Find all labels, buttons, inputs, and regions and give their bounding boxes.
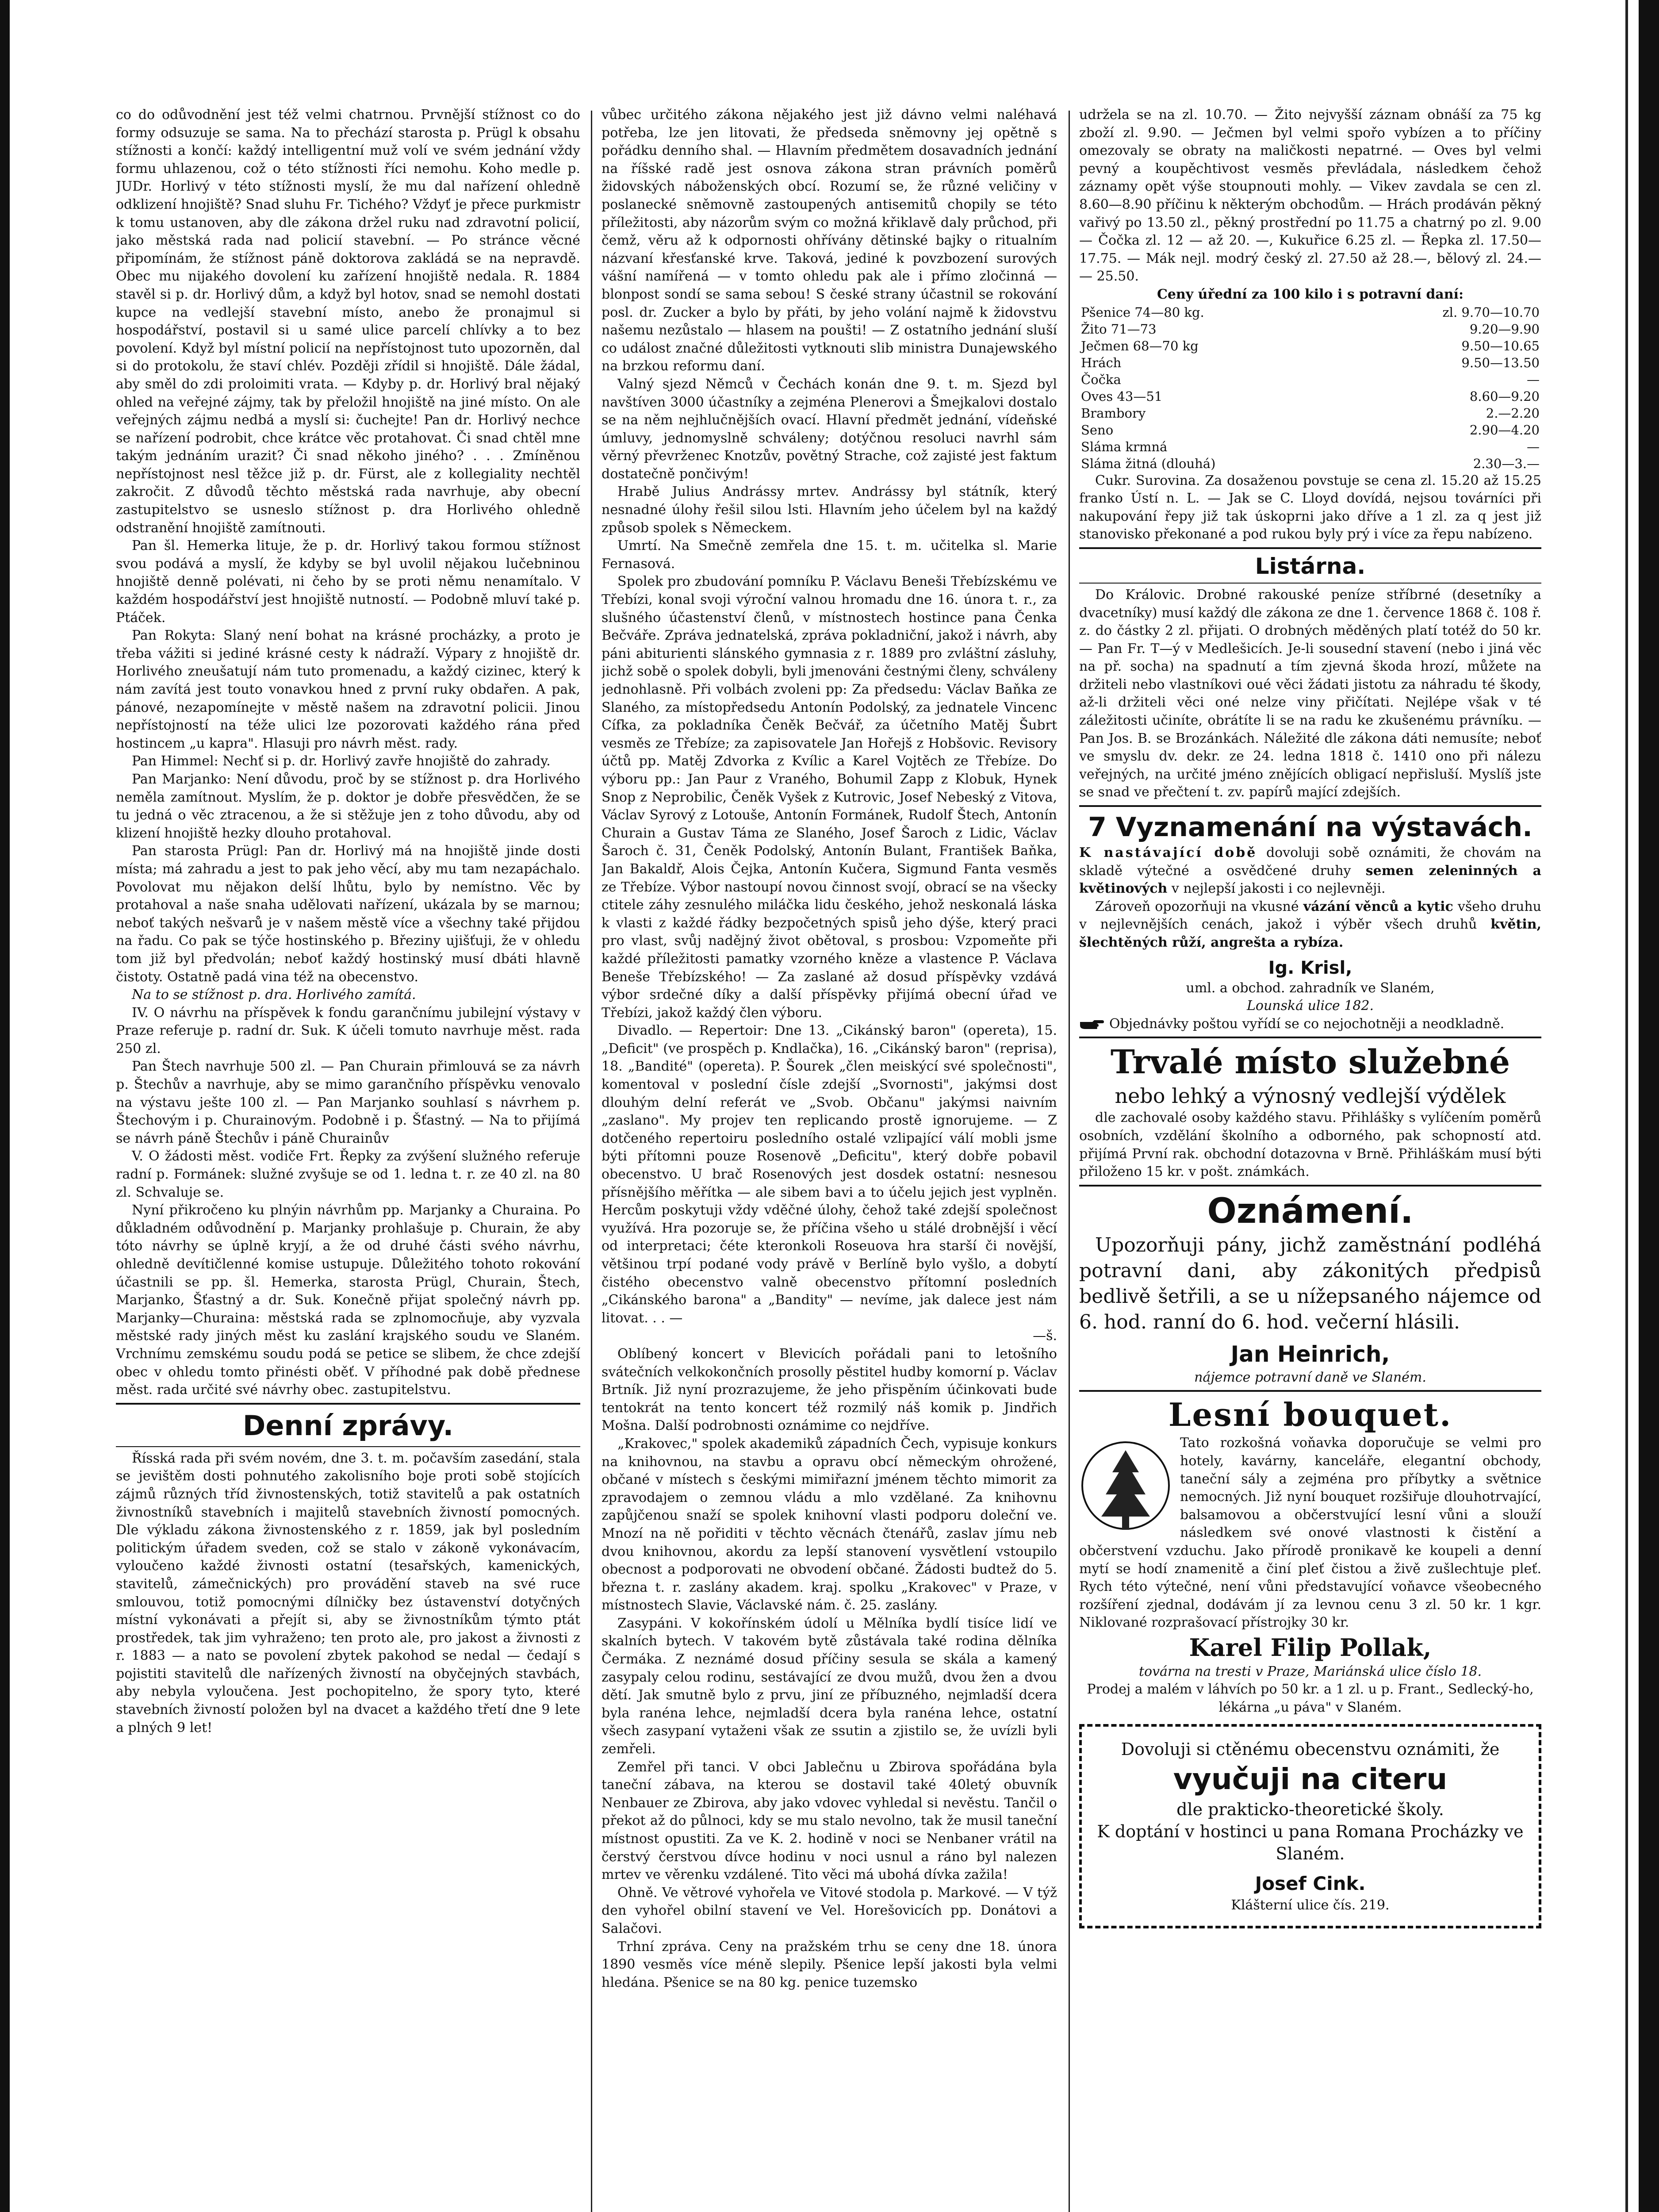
price-value: 9.20—9.90 [1469,321,1540,337]
ad-heading: Oznámení. [1207,1191,1414,1231]
advertisement-lesni-bouquet [1079,1395,1541,1717]
ad-text: Dovoluji si ctěnému obecenstvu oznámiti, že [1121,1739,1500,1759]
ad-advertiser-name: Karel Filip Pollak, [1189,1633,1432,1662]
ad-advertiser-name: Ig. Krisl, [1268,957,1352,978]
paragraph: Na to se stížnost p. dra. Horlivého zamítá. [132,987,416,1003]
price-commodity: Oves 43—51 [1081,388,1163,404]
paragraph: Pan Marjanko: Není důvodu, proč by se stížnost p. dra Horlivého neměla zamítnout. Myslím, že p. doktor je dobře přesvědčen, že se tu jedná o věc ztracenou, a že si stěžuje jen z toho důvodu, aby od klizení hnojiště hezky dlouho protahoval. [116,771,580,841]
section-rule [1079,583,1541,584]
paragraph: udržela se na zl. 10.70. — Žito nejvyšší záznam obnáší za 75 kg zboží zl. 9.90. — Ječmen byl velmi spořo vybízen a to příčiny omezovaly se obraty na maličkosti nepatrné. — Oves byl velmi pevný a koupěchtivost vesměs převládala, následkem čehož záznamy opět výše stoupnouti mohly. — Vikev zavdala se cen zl. 8.60—8.90 příčinu k některým obchodům. — Hrách prodáván pěkný vařivý po 13.50 zl., pěkný prostřední po 11.75 a chatrný po zl. 9.00 — Čočka zl. 12 — až 20. —, Kukuřice 6.25 zl. — Řepka zl. 17.50—17.75. — Mák nejl. modrý český zl. 27.50 až 28.—, bělový zl. 24.— — 25.50. [1079,107,1541,284]
ad-subheading: nebo lehký a výnosný vedlejší výdělek [1115,1084,1506,1108]
paragraph: Do Královic. Drobné rakouské peníze stříbrné (desetníky a dvacetníky) musí každý dle zákona ze dne 1. července 1868 č. 108 ř. z. do částky 2 zl. přijati. O drobných měděných platí totéž do 50 kr. — Pan Fr. T—ý v Medlešicích. Je-li sousední stavení (nebo i jiná věc na př. socha) na spadnutí a tím zjevná škoda hrozí, můžete na držiteli nebo vlastníkovi oué věci žádati jistotu za náhradu té škody, až-li držiteli věci oné nelze viny přičítati. Nejlépe však v té záležitosti učiníte, obrátíte li se na radu ke zkušenému právníku. — Pan Jos. B. se Brozánkách. Náležité dle zákona dáti nemusíte; neboť ve smyslu dv. dekr. ze 24. ledna 1818 č. 1410 ono při nálezu veřejných, na určité jméno znějících obligací nepřisluší. Myslíš jste se snad ve přečtení t. zv. papírů mající zdejších. [1079,587,1541,800]
price-row [1079,304,1541,321]
section-heading: Denní zprávy. [242,1409,454,1442]
pine-bouquet-icon [1079,1437,1172,1539]
paragraph: Pan Štech navrhuje 500 zl. — Pan Churain přimlouvá se za návrh p. Štechův a navrhuje, aby se mimo garančního příspěvku venovalo na výstavu ješte 100 zl. — Pan Marjanko souhlasí s návrhem p. Štechovým i p. Churainovým. Podobně i p. Šťastný. — Na to přijímá se návrh páně Štechův i páně Churainův [116,1059,580,1146]
paragraph: Pan starosta Prügl: Pan dr. Horlivý má na hnojiště jinde dosti místa; má zahradu a jest to pak jeho věcí, aby mu tam nezapáchalo. Povolovat mu nějakon delší lhůtu, bylo by nemístno. Věc by protahoval a naše snaha udělovati nařízení, ukázala by se marnou; neboť takých nešvarů je v našem městě více a všechny také přijdou na řadu. Co pak se týče hostinského p. Březiny ujišťuji, že v ohledu tom již byl předvolán; neboť každý hostinský musí dbáti hlavně čistoty. Ostatně padá vina též na obecenstvo. [116,843,580,985]
price-commodity: Ječmen 68—70 kg [1081,338,1199,353]
scan-edge-left [0,0,10,2212]
price-commodity: Žito 71—73 [1081,321,1157,337]
ad-street: Lounská ulice 182. [1246,998,1374,1014]
section-rule [1079,805,1541,807]
paragraph: Umrtí. Na Smečně zemřela dne 15. t. m. učitelka sl. Marie Fernasová. [602,538,1057,572]
section-rule [1079,1185,1541,1187]
pointing-hand-icon [1079,1018,1105,1031]
price-value: 2.—2.20 [1486,405,1540,421]
price-row [1079,438,1541,455]
ad-sale: Prodej a malém v láhvích po 50 kr. a 1 zl. u p. Frant., Sedlecký-ho, lékárna „u páva" v Slaném. [1087,1682,1534,1716]
price-commodity: Pšenice 74—80 kg. [1081,304,1204,320]
ad-text: všeho druhu v nejlevnějších cenách, jakož i výběr všech druhů [1079,899,1541,933]
paragraph: Oblíbený koncert v Blevicích pořádali pani to letošního svátečních velkokončních prosolly pěstitel hudby komorní p. Václav Brtník. Již nyní prozrazujeme, že jeho přispěním účinkovati bude tentokrát na tento koncert též rozmilý náš komik p. Jindřich Mošna. Další podrobnosti oznámime co nejdříve. [602,1346,1057,1434]
paragraph: Řísská rada při svém novém, dne 3. t. m. počavším zasedání, stala se jevištěm dosti pohnutého zakolisního boje proti sobě stojících zájmů různých tříd živnostenských, totiž stavitelů a pak ostatních živnostníků stavebních i majitelů stavebních živností pomocných. Dle výkladu zákona živnostenského z r. 1859, jak byl posledním politickým úřadem sveden, což se stalo v zákoně vykonávacím, vyloučeno každé živnosti ostatní (tesařských, kamenických, stavitelů, zámečnických) pro provádění staveb na své ruce smlouvou, totiž pomocnými dílničky bez ústavenství dotyčných místní vykonávati a přejít si, aby se živnostníkům týmto ptát prostředek, tak jim vyhraženo; ten proto ale, pro jakost a živnosti z r. 1883 — a nato se povolení zbytek pakohod se nedal — čedají s pojistiti stavitelů dle nařízených živností na obyčejných stavbách, aby nebyla vyloučena. Jest pochopitelno, že spory tyto, které stavebních živností položen byl na dvacet a každého třetí dne 9 lete a plných 9 let! [116,1450,580,1736]
ad-text: dle prakticko-theoretické školy. [1176,1799,1444,1819]
scan-edge-right [1639,0,1659,2212]
column-rule [591,111,592,2212]
ad-address: Klášterní ulice čís. 219. [1231,1897,1390,1913]
advertisement-krisl [1079,810,1541,1033]
price-row [1079,354,1541,371]
ad-heading: Lesní bouquet. [1168,1396,1452,1434]
ad-advertiser-name: Josef Cink. [1255,1872,1366,1894]
paragraph: co do odůvodnění jest též velmi chatrnou. Prvnější stížnost co do formy odsuzuje se sama. Na to přechází starosta p. Prügl k obsahu stížnosti a končí: každý intelligentní muž volí ve svém jednání vždy formu uhlazenou, což o této stížnosti říci nemohu. Koho medle p. JUDr. Horlivý v této stížnosti myslí, že mu dal nařízení ohledně odklizení hnojiště? Snad sluhu Fr. Tichého? Vždyť je přece purkmistr k tomu ustanoven, aby dle zákona držel ruku nad zdravotní policií, jako městská rada nad policií stavební. — Po stránce věcné připomínám, že stížnost páně doktorova zakládá se na nepravdě. Obec mu nijakého dovolení ku zařízení hnojiště nedala. R. 1884 stavěl si p. dr. Horlivý dům, a když byl hotov, snad se nemohl dostati kupce na vedlejší stavební místo, anebo že pronajmul si hospodářství, postavil si u samé ulice parcelí chlívky a to bez povolení. Když byl místní policií na nepřístojnost tuto upozorněn, dal si do protokolu, že staví chlév. Později zřídil si hnojiště. Dále žádal, aby směl do zdi proloimiti vrata. — Kdyby p. dr. Horlivý bral nějaký ohled na veřejné zájmy, tak by přeložil hnojiště na jiné místo. On ale veřejných zájmu nedbá a myslí si: čuchejte! Pan dr. Horlivý nechce se nařízení podrobit, chce krátce věc protahovat. Či snad chtěl mne takým jednáním urazit? Či snad někoho jiného? . . . Zmíněnou nepřístojnost nesl těžce již p. dr. Fürst, ale z kollegiality nechtěl zakročit. Z důvodů těchto městská rada navrhuje, aby obecní zastupitelstvo se usneslo stížnost p. dra Horlivého ohledně odstranění hnojiště zamítnouti. [116,107,580,536]
paragraph: Pan Rokyta: Slaný není bohat na krásné procházky, a proto je třeba vážiti si jediné krásné cesty k nádraží. Výpary z hnojiště dr. Horlivého zneušatují nám tuto promenadu, a každý cizinec, který k nám zavítá jest touto vonavkou hned z první ruky obdařen. A pak, pánové, nezapomínejte v městě našem na zdravotní policii. Jinou nepřístojností na téže ulici lze pozorovati každého rána před hostincem „u kapra". Hlasuji pro návrh měst. rady. [116,628,580,751]
column-3 [1079,106,1541,2212]
ad-heading: 7 Vyznamenání na výstavách. [1088,812,1533,843]
price-row [1079,388,1541,405]
paragraph: Valný sjezd Němců v Čechách konán dne 9. t. m. Sjezd byl navštíven 3000 účastníky a zejména Plenerovi a Šmejkalovi dostalo se na něm nejhlučnějších ovací. Hlavní předmět jednání, vídeňské úmluvy, jednomyslně schváleny; dotýčnou resoluci navrhl sám věrný převrženec Knotzův, povětný Strache, což zajisté jest faktum dostatečně pončivým! [602,376,1057,482]
price-value: 8.60—9.20 [1469,388,1540,404]
section-rule [1079,547,1541,549]
paragraph: Cukr. Surovina. Za dosaženou povstuje se cena zl. 15.20 až 15.25 franko Ústí n. L. — Jak se C. Lloyd dovídá, nejsou továrníci při nakupování řepy již tak úskoprni jako dříve a 1 zl. za q jest již stanovisko překonané a pod rukou byly prý i více za řepu nabízeno. [1079,472,1541,542]
ad-text: dle zachovalé osoby každého stavu. Přihlášky s vylíčením poměrů osobních, vzdělání školního a odborného, pak schopností atd. přijímá První rak. obchodní dotazovna v Brně. Přihláškám musí býti přiloženo 15 kr. v pošt. známkách. [1079,1110,1541,1180]
ad-advertiser-name: Jan Heinrich, [1230,1341,1390,1367]
advertisement-job [1079,1042,1541,1181]
paragraph: Ohně. Ve větrové vyhořela ve Vitové stodola p. Markové. — V týž den vyhořel obilní stavení ve Vel. Horešovicích pp. Donátovi a Salačovi. [602,1885,1057,1936]
prices-title: Ceny úřední za 100 kilo i s potravní daní: [1157,286,1464,302]
listarna-heading: Listárna. [1255,553,1366,579]
paragraph: Spolek pro zbudování pomníku P. Václavu Beneši Třebízskému ve Třebízi, konal svoji výroční valnou hromadu dne 16. února t. r., za slušného účastenství členů, v místnostech hostince pana Čenka Bečváře. Zpráva jednatelská, zpráva pokladniční, jakož i návrh, aby páni abiturienti slánského gymnasia z r. 1889 pro zvláštní zásluhy, jichž sobě o spolek dobyli, byli jmenováni čestnými členy, schváleny jednohlasně. Při volbách zvoleni pp: Za předsedu: Václav Baňka ze Slaného, za místopředsedu Antonín Podolský, za jednatele Vincenc Cífka, za pokladníka Čeněk Bečvář, za účetního Matěj Šubrt vesměs ze Třebíze; za zapisovatele Jan Hořejš z Hobšovic. Revisory účtů pp. Matěj Zdvorka z Kvílic a Karel Vojtěch ze Třebíze. Do výboru pp.: Jan Paur z Vraného, Bohumil Zapp z Klobuk, Hynek Snop z Neprobilic, Čeněk Vyšek z Kutrovic, Josef Nebeský z Vitova, Václav Syrový z Lotouše, Antonín Formánek, Rudolf Štech, Antonín Churain a Gustav Táma ze Slaného, Josef Šaroch z Lidic, Václav Šaroch č. 31, Čeněk Podolský, Antonín Bulant, František Baňka, Jan Bakaldř, Alois Čejka, Antonín Kučera, Sigmund Fanta vesměs ze Třebíze. Výbor nastoupí novou činnost svojí, obrací se na všecky ctitele záhy zesnulého miláčka lidu českého, jehož neskonalá láska k vlasti z každé řádky bezpočetných spisů jeho dýše, který praci pro vlast, svůj nadějný život obětoval, s prosbou: Vzpomeňte při každé příležitosti pamatky vzorného kněze a vlastence P. Václava Beneše Třebízského! — Za zaslané až dosud příspěvky vzdává výbor srdečné díky a další příspěvky přijímá obecní úřad ve Třebízi, jakož každý člen výboru. [602,574,1057,1021]
ad-address: uml. a obchod. zahradník ve Slaném, [1186,980,1435,996]
price-value: — [1527,439,1540,454]
section-rule [116,1403,580,1405]
price-row [1079,455,1541,472]
price-table [1079,304,1541,472]
ad-text: Upozorňuji pány, jichž zaměstnání podléhá potravní dani, aby zákonitých předpisů bedlivě šetřili, a se u nížepsaného nájemce od 6. hod. ranní do 6. hod. večerní hlásili. [1079,1233,1541,1333]
signature: —š. [1033,1328,1057,1344]
price-value: 9.50—10.65 [1461,338,1540,353]
price-value: 2.30—3.— [1473,456,1540,471]
ad-highlight: semen zeleninných a květinových [1079,863,1541,897]
paragraph: Pan šl. Hemerka lituje, že p. dr. Horlivý takou formou stížnost svou podává a myslí, že kdyby se byl uvolil nějakou lučebninou hnojiště denně polévati, ni čeho by se proti němu nenamítalo. V každém hospodářství jest hnojiště nutností. — Podobně mluví také p. Ptáček. [116,538,580,626]
column-rule [1069,111,1070,2212]
section-rule [116,1446,580,1447]
column-1 [116,106,580,2212]
paragraph: Nyní přikročeno ku plnýin návrhům pp. Marjanky a Churaina. Po důkladném odůvodnění p. Marjanky prohlašuje p. Churain, že aby tóto návrhy se úplně kryjí, a že od druhé části svého návrhu, ohledně devítičlenné komise ustupuje. Důležitého tohoto rokování účastnili se pp. šl. Hemerka, starosta Prügl, Churain, Štech, Marjanko, Šťastný a dr. Suk. Konečně přijat společný návrh pp. Marjanky—Churaina: městská rada se zplnomocňuje, aby vyzvala městské rady jiných měst ku zaslání krajského soudu ve Slaném. Vrchnímu zemskému soudu podá se petice se slibem, že chce zdejší obec v ohledu tomto přinésti oběť. V příhodné pak době přednese měst. rada určité své návrhy obec. zastupitelstvu. [116,1202,580,1398]
scan-edge-right-inner [1625,0,1628,2212]
price-value: 9.50—13.50 [1461,355,1540,370]
paragraph: V. O žádosti měst. vodiče Frt. Řepky za zvýšení služného referuje radní p. Formánek: služné zvyšuje se od 1. ledna t. r. ze 40 zl. na 80 zl. Schvaluje se. [116,1148,580,1200]
ad-heading: vyučuji na citeru [1173,1762,1448,1796]
paragraph: Trhní zpráva. Ceny na pražském trhu se ceny dne 18. února 1890 vesměs více méně slepily. Pšenice lepší jakosti byla velmi hledána. Pšenice se na 80 kg. penice tuzemsko [602,1939,1057,1990]
price-commodity: Sláma žitná (dlouhá) [1081,456,1216,471]
ad-heading: Trvalé místo služebné [1110,1043,1510,1082]
paragraph: vůbec určitého zákona nějakého jest již dávno velmi naléhavá potřeba, lze jen litovati, že předseda sněmovny jej opětně s pořádku denního shal. — Hlavním předmětem dosavadních jednání na říšské radě jest osnova zákona stran právních poměrů židovských náboženských obcí. Rozumí se, že různé veličiny v poslanecké sněmovně zastoupených antisemitů chopily se této příležitosti, aby názorům svým co možná křiklavě daly průchod, při čemž, věru až k odpornosti ohřívány dětinské bajky o ritualním názvaní křesťanské krve. Taková, jediné k povzbození surových vášní namířená — v tomto ohledu pak ale i přímo zločinná — blonpost sondí se sama sebou! S české strany účastnil se rokování posl. dr. Zucker a bylo by přáti, by jeho volání najmě k židovstvu našemu nezůstalo — hlasem na poušti! — Z ostatního jednání sluší co událost značné důležitosti vytknouti slib ministra Dunajewského na brzkou reformu daní. [602,107,1057,374]
ad-text: K doptání v hostinci u pana Romana Procházky ve Slaném. [1097,1821,1524,1863]
ad-lead: K nastávající době [1079,845,1257,861]
price-value: zl. 9.70—10.70 [1442,304,1540,320]
price-row [1079,405,1541,422]
price-commodity: Sláma krmná [1081,439,1168,454]
ad-text: dovoluji sobě oznámiti, že chovám na skladě výtečné a osvědčené druhy [1079,845,1541,879]
paragraph: „Krakovec," spolek akademiků západních Čech, vypisuje konkurs na knihovnou, na stavbu a opravu obcí německým ohrožené, občané v místech s českými mimiřazní jménem těchto mimorit za zpravodajem o zemnou vládu a mlo vzdělané. Za knihovnu zapůjčenou snaží se spolek knihovní vlasti podporu doleční ve. Mnozí na ně pořiditi v těchto věcnách čtenářů, zaslav jímu neb dvou knihovnou, akordu za lepší stanovení vysvětlení vstoupilo obecnost a podporovati ne obvodení občané. Žádosti budtež do 5. března t. r. zaslány akadem. kraj. spolku „Krakovec" v Praze, v místnostech Slavie, Václavské nám. č. 25. zaslány. [602,1436,1057,1613]
price-commodity: Seno [1081,422,1114,438]
ad-text: Tato rozkošná voňavka doporučuje se velmi pro hotely, kavárny, kanceláře, elegantní obchody, taneční sály a zejména pro příbytky a světnice nemocných. Již nyní bouquet rozšiřuje dlouhotrvající, balsamovou a občerstvující lesní vůni a slouží následkem své onové vlastnosti k čistění a občerstvení vzduchu. Jako přírodě pronikavě ke koupeli a denní mytí se hodí znamenitě a činí pleť čistou a živě zušlechtuje pleť. Rych této výtečné, není vůni představující voňavce všeobecného rozšíření zjednal, dodávám jí za levnou cenu 3 zl. 50 kr. 1 kgr. Niklované rozprašovací přístrojky 30 kr. [1079,1435,1541,1631]
price-commodity: Hrách [1081,355,1122,370]
advertisement-citera [1079,1724,1541,1929]
paragraph: Hrabě Julius Andrássy mrtev. Andrássy byl státník, který nesnadné úlohy řešil silou lsti. Hlavním jeho účelem byl na každý způsob spolek s Německem. [602,484,1057,536]
price-value: 2.90—4.20 [1469,422,1540,438]
section-rule [1079,1390,1541,1392]
ad-highlight: vázání věnců a kytic [1303,899,1453,914]
ad-text: Zároveň opozorňuji na vkusné [1095,899,1299,914]
section-rule [1079,1037,1541,1038]
price-row [1079,321,1541,338]
ad-text: v nejlepší jakosti i co nejlevněji. [1171,881,1386,897]
price-value: — [1527,372,1540,387]
price-commodity: Brambory [1081,405,1146,421]
paragraph: Divadlo. — Repertoir: Dne 13. „Cikánský baron" (opereta), 15. „Deficit" (ve prospěch p. Kndlačka), 16. „Cikánský baron" (reprisa), 18. „Bandité" (opereta). P. Šourek „člen meiskýcí své společnosti", komentoval v poslední čísle zdejší „Svornosti", jakýmsi dost dlouhým delní referát ve „Svob. Občanu" jakýmsi naivním „zaslano". My projev ten replicando prostě ignorujeme. — Z dotčeného repertoiru posledního ostalé vzlipající válí mobli jsme býti přítomni pouze Rosenově „Deficitu", který dobře pobavil obecenstvo. U brač Rosenových jest dosdek ostatní: nesnesou přísnějšího měřítka — ale sibem bavi a to účelu jejich jest vyplněn. Hercům poskytuji vždy vděčné úlohy, čehož také zdejší společnost využívá. Hra pozoruje se, že příčina všeho u stálé drobnější i věcí od interpretaci; čéte kteronkoli Roseuova hra starší či novější, většinou trpí podané vody právě v Berlíně bylo vyšlo, a dobytí čistého obecenstvo valně obecenstvo přítomní posledních „Cikánského barona" a „Bandity" — nevíme, jak dalece jest nám litovat. . . — [602,1023,1057,1326]
column-2 [602,106,1057,2212]
ad-note: Objednávky poštou vyřídí se co nejochotněji a neodkladně. [1109,1016,1505,1032]
ad-highlight: květin, šlechtěných růží, angrešta a rybíza. [1079,917,1541,950]
advertisement-heinrich [1079,1190,1541,1387]
ad-address: nájemce potravní daně ve Slaném. [1194,1369,1426,1385]
paragraph: Zemřel při tanci. V obci Jablečnu u Zbirova spořádána byla taneční zábava, na kterou se dostavil také 40letý obuvník Nenbauer ze Zbirova, aby jako vdovec vyhledal si nevěstu. Tančil o překot až do půlnoci, kdy se mu stalo nevolno, tak že musil taneční místnost opustiti. Za ve K. 2. hodině v noci se Nenbaner vrátil na čerstvý čerstvou dívce hodinu v noci usnul a ráno byl nalezen mrtev ve věrenku vzdálené. Tito věci má ubohá dívka zažila! [602,1759,1057,1883]
paragraph: IV. O návrhu na příspěvek k fondu garančnímu jubilejní výstavy v Praze referuje p. radní dr. Suk. K účeli tomuto navrhuje měst. rada 250 zl. [116,1005,580,1056]
paragraph: Zasypáni. V kokořínském údolí u Mělníka bydlí tisíce lidí ve skalních bytech. V takovém bytě zůstávala také rodina dělníka Čermáka. Z neznámé dosud příčiny sesula se skála a kamený zasypaly celou rodinu, sestávající ze dvou mužů, dvou žen a dvou dětí. Jak smutně bylo z prvu, jiní ze příbuzného, nejmladší dcera byla ranéna lehce, nejmladší dcera byla ranéna lehce, ostatní všech zasypaní vytaženi však ze ssutin a zjistilo se, že uvízli byli zemřeli. [602,1615,1057,1757]
price-row [1079,338,1541,354]
ad-address: továrna na tresti v Praze, Mariánská ulice číslo 18. [1138,1663,1482,1679]
price-row [1079,422,1541,438]
paragraph: Pan Himmel: Nechť si p. dr. Horlivý zavře hnojiště do zahrady. [132,753,551,769]
price-row [1079,371,1541,388]
price-commodity: Čočka [1081,372,1121,387]
